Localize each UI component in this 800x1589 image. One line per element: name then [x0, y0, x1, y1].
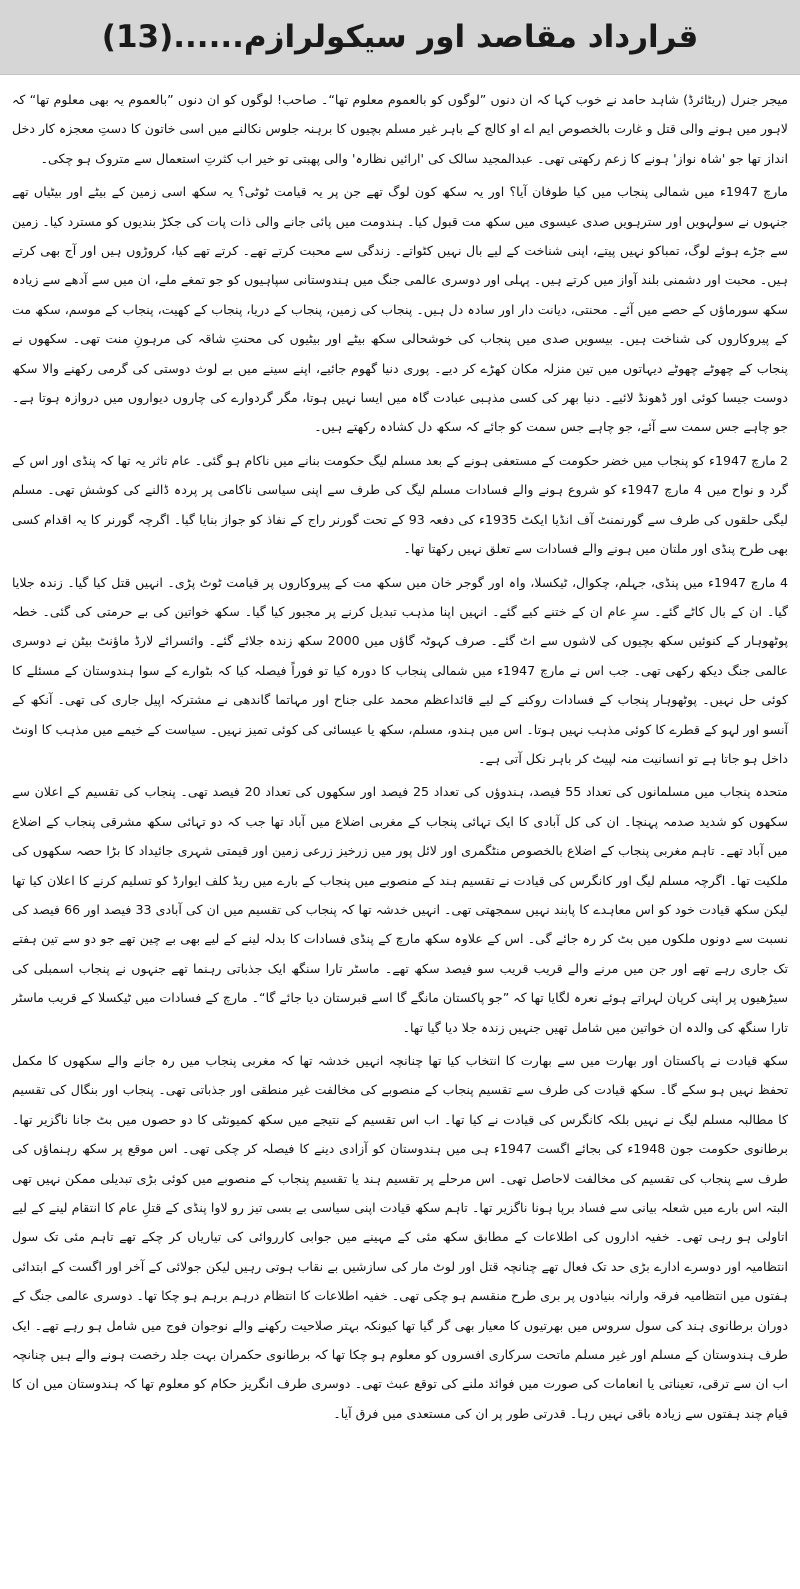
paragraph-5: متحدہ پنجاب میں مسلمانوں کی تعداد 55 فیصد، ہندوؤں کی تعداد 25 فیصد اور سکھوں کی تعداد 20 فیصد تھی۔ پنجاب کی تقسیم کے اعلان سے سکھوں کو شدید صدمہ پہنچا۔ ان کی کل آبادی کا ایک تہائی پنجاب کے مغربی اضلاع میں آباد تھا جب کہ دو تہائی سکھ مشرقی پنجاب کے اضلاع میں آباد تھے۔ تاہم مغربی پنجاب کے اضلاع بالخصوص منٹگمری اور لائل پور میں زرخیز زرعی زمین اور قیمتی شہری جائیداد کا بڑا حصہ سکھوں کی ملکیت تھا۔ اگرچہ مسلم لیگ اور کانگرس کی قیادت نے تقسیم ہند کے منصوبے میں پنجاب کے بارے میں ریڈ کلف ایوارڈ کو تسلیم کرنے کا اعلان کیا تھا لیکن سکھ قیادت خود کو اس معاہدے کا پابند نہیں سمجھتی تھی۔ انہیں خدشہ تھا کہ پنجاب کی تقسیم میں ان کی آبادی 33 فیصد اور 66 فیصد کی نسبت سے دونوں ملکوں میں بٹ کر رہ جائے گی۔ اس کے علاوہ سکھ مارچ کے پنڈی فسادات کا بدلہ لینے کے لیے بھی بے چین تھے جو دو سے تین ہفتے تک جاری رہے تھے اور جن میں مرنے والے قریب قریب سو فیصد سکھ تھے۔ ماسٹر تارا سنگھ ایک جذباتی رہنما تھے جنہوں نے پنجاب اسمبلی کی سیڑھیوں پر اپنی کرپان لہراتے ہوئے نعرہ لگایا تھا کہ ”جو پاکستان مانگے گا اسے قبرستان دیا جائے گا“۔ مارچ کے فسادات میں ٹیکسلا کے قریب ماسٹر تارا سنگھ کی والدہ ان خواتین میں شامل تھیں جنہیں زندہ جلا دیا گیا تھا۔	[12, 784, 788, 1035]
paragraph-4: 4 مارچ 1947ء میں پنڈی، جہلم، چکوال، ٹیکسلا، واہ اور گوجر خان میں سکھ مت کے پیروکاروں پر قیامت ٹوٹ پڑی۔ انہیں قتل کیا گیا۔ زندہ جلایا گیا۔ ان کے بال کاٹے گئے۔ سرِ عام ان کے ختنے کیے گئے۔ انہیں اپنا مذہب تبدیل کرنے پر مجبور کیا گیا۔ سکھ خواتین کی بے حرمتی کی گئی۔ خطہ پوٹھوہار کے کنوئیں سکھ بچیوں کی لاشوں سے اٹ گئے۔ صرف کہوٹہ گاؤں میں 2000 سکھ زندہ جلائے گئے۔ وائسرائے لارڈ ماؤنٹ بیٹن نے دوسری عالمی جنگ دیکھ رکھی تھی۔ جب اس نے مارچ 1947ء میں شمالی پنجاب کا دورہ کیا تو فوراً فیصلہ کیا کہ بٹوارے کے سوا ہندوستان کے مسئلے کا کوئی حل نہیں۔ پوٹھوہار پنجاب کے فسادات روکنے کے لیے قائداعظم محمد علی جناح اور مہاتما گاندھی نے مشترکہ اپیل جاری کی تھی۔ آنکھ کے آنسو اور لہو کے قطرے کا کوئی مذہب نہیں ہوتا۔ اس میں ہندو، مسلم، سکھ یا عیسائی کی کوئی تمیز نہیں۔ سیاست کے خیمے میں مذہب کا اونٹ داخل ہو جاتا ہے تو انسانیت منہ لپیٹ کر باہر نکل آتی ہے۔	[12, 574, 788, 766]
article-title: قرارداد مقاصد اور سیکولرازم......(13)	[101, 19, 699, 55]
paragraph-1: میجر جنرل (ریٹائرڈ) شاہد حامد نے خوب کہا کہ ان دنوں ”لوگوں کو بالعموم معلوم تھا“۔ صاحب! لوگوں کو ان دنوں ”بالعموم یہ بھی معلوم تھا“ کہ لاہور میں ہونے والی قتل و غارت بالخصوص ایم اے او کالج کے باہر غیر مسلم بچیوں کا برہنہ جلوس نکالنے میں اسی خاتون کا دستِ معجزہ کار دخل انداز تھا جو 'شاہ نواز' ہونے کا زعم رکھتی تھی۔ عبدالمجید سالک کی 'ارائیں نظارہ' والی پھبتی تو خیر اب کثرتِ استعمال سے متروک ہو چکی۔	[12, 92, 788, 166]
paragraph-6: سکھ قیادت نے پاکستان اور بھارت میں سے بھارت کا انتخاب کیا تھا چنانچہ انہیں خدشہ تھا کہ مغربی پنجاب میں رہ جانے والے سکھوں کا مکمل تحفظ نہیں ہو سکے گا۔ سکھ قیادت کی طرف سے تقسیم پنجاب کے منصوبے کی مخالفت غیر منطقی اور جذباتی تھی۔ پنجاب اور بنگال کی تقسیم کا مطالبہ مسلم لیگ نے نہیں بلکہ کانگرس کی قیادت نے کیا تھا۔ اب اس تقسیم کے نتیجے میں سکھ کمیونٹی کا دو حصوں میں بٹ جانا ناگزیر تھا۔ برطانوی حکومت جون 1948ء کی بجائے اگست 1947ء ہی میں ہندوستان کو آزادی دینے کا فیصلہ کر چکی تھی۔ اس موقع پر سکھ رہنماؤں کی طرف سے پنجاب کی تقسیم کی مخالفت لاحاصل تھی۔ اس مرحلے پر تقسیم ہند یا تقسیم پنجاب کے منصوبے میں کوئی بڑی تبدیلی ممکن نہیں تھی البتہ اس بارے میں شعلہ بیانی سے فساد برپا ہونا ناگزیر تھا۔ تاہم سکھ قیادت اپنی سیاسی بے بسی تیز رو لاوا پنڈی کے قتلِ عام کا انتقام لینے کے لیے اتاولی ہو رہی تھی۔ خفیہ اداروں کی اطلاعات کے مطابق سکھ مئی کے مہینے میں جوابی کارروائی کی تیاریاں کر چکے تھے تاہم مئی تک سول انتظامیہ اور دوسرے ادارے بڑی حد تک فعال تھے چنانچہ قتل اور لوٹ مار کی سازشیں بے نقاب ہوتی رہیں لیکن جولائی کے آخر اور اگست کے ابتدائی ہفتوں میں انتظامیہ فرقہ وارانہ بنیادوں پر بری طرح منقسم ہو چکی تھی۔ خفیہ اطلاعات کا انتظام درہم برہم ہو چکا تھا۔ دوسری عالمی جنگ کے دوران برطانوی ہند کی سول سروس میں بھرتیوں کا معیار بھی گر گیا تھا کیونکہ بہتر صلاحیت رکھنے والے نوجوان فوج میں شامل ہو رہے تھے۔ ایک طرف ہندوستان کے مسلم اور غیر مسلم ماتحت سرکاری افسروں کو معلوم ہو چکا تھا کہ برطانوی حکمران بہت جلد رخصت ہونے والے ہیں چنانچہ اب ان سے ترقی، تعیناتی یا انعامات کی صورت میں فوائد ملنے کی توقع عبث تھی۔ دوسری طرف انگریز حکام کو معلوم تھا کہ ہندوستان میں ان کا قیام چند ہفتوں سے زیادہ باقی نہیں رہا۔ قدرتی طور پر ان کی مستعدی میں فرق آیا۔	[12, 1053, 789, 1421]
paragraph-3: 2 مارچ 1947ء کو پنجاب میں خضر حکومت کے مستعفی ہونے کے بعد مسلم لیگ حکومت بنانے میں ناکام ہو گئی۔ عام تاثر یہ تھا کہ پنڈی اور اس کے گرد و نواح میں 4 مارچ 1947ء کو شروع ہونے والے فسادات مسلم لیگ کی طرف سے اپنی سیاسی ناکامی پر پردہ ڈالنے کی کوشش تھی۔ مسلم لیگی حلقوں کی طرف سے گورنمنٹ آف انڈیا ایکٹ 1935ء کی دفعہ 93 کے تحت گورنر راج کے نفاذ کو جواز بنایا گیا۔ اگرچہ گورنر کا یہ اقدام کسی بھی طرح پنڈی اور ملتان میں ہونے والے فسادات سے تعلق نہیں رکھتا تھا۔	[12, 452, 788, 557]
title-banner	[0, 0, 800, 75]
article-body	[0, 75, 800, 1428]
paragraph-2: مارچ 1947ء میں شمالی پنجاب میں کیا طوفان آیا؟ اور یہ سکھ کون لوگ تھے جن پر یہ قیامت ٹوٹی؟ یہ سکھ اسی زمین کے بیٹے اور بیٹیاں تھے جنہوں نے سولہویں اور سترہویں صدی عیسوی میں سکھ مت قبول کیا۔ ہندومت میں پائی جانے والی ذات پات کی جکڑ بندیوں کو مسترد کیا۔ زمین سے جڑے ہوئے لوگ، تمباکو نہیں پیتے، اپنی شناخت کے لیے بال نہیں کٹواتے۔ زندگی سے محبت کرتے تھے۔ کرتے تھے کیا، کروڑوں ہیں اور آج بھی کرتے ہیں۔ محبت اور دشمنی بلند آواز میں کرتے ہیں۔ پہلی اور دوسری عالمی جنگ میں ہندوستانی سپاہیوں کو جو تمغے ملے، ان میں سے آدھے سے زیادہ سکھ سورماؤں کے حصے میں آئے۔ محنتی، دیانت دار اور سادہ دل ہیں۔ پنجاب کی زمین، پنجاب کے دریا، پنجاب کے کھیت، پنجاب کے موسم، سکھ مت کے پیروکاروں کی شناخت ہیں۔ بیسویں صدی میں پنجاب کی خوشحالی سکھ بیٹے اور بیٹیوں کی محنتِ شاقہ کی مرہونِ منت تھی۔ سکھوں نے پنجاب کے چھوٹے چھوٹے دیہاتوں میں تین منزلہ مکان کھڑے کر دیے۔ پوری دنیا گھوم جائیے، اپنے سینے میں بے لوث دوستی کی گرمی رکھنے والا سکھ دوست جیسا کوئی اور ڈھونڈ لائیے۔ دنیا بھر کی کسی مذہبی عبادت گاہ میں ایسا نہیں ہوتا، مگر گردوارے کی چاروں دیواروں میں دروازہ ہوتا ہے۔ جو چاہے جس سمت سے آئے، جو چاہے جس سمت کو جائے کہ سکھ دل کشادہ رکھتے ہیں۔	[12, 184, 788, 435]
